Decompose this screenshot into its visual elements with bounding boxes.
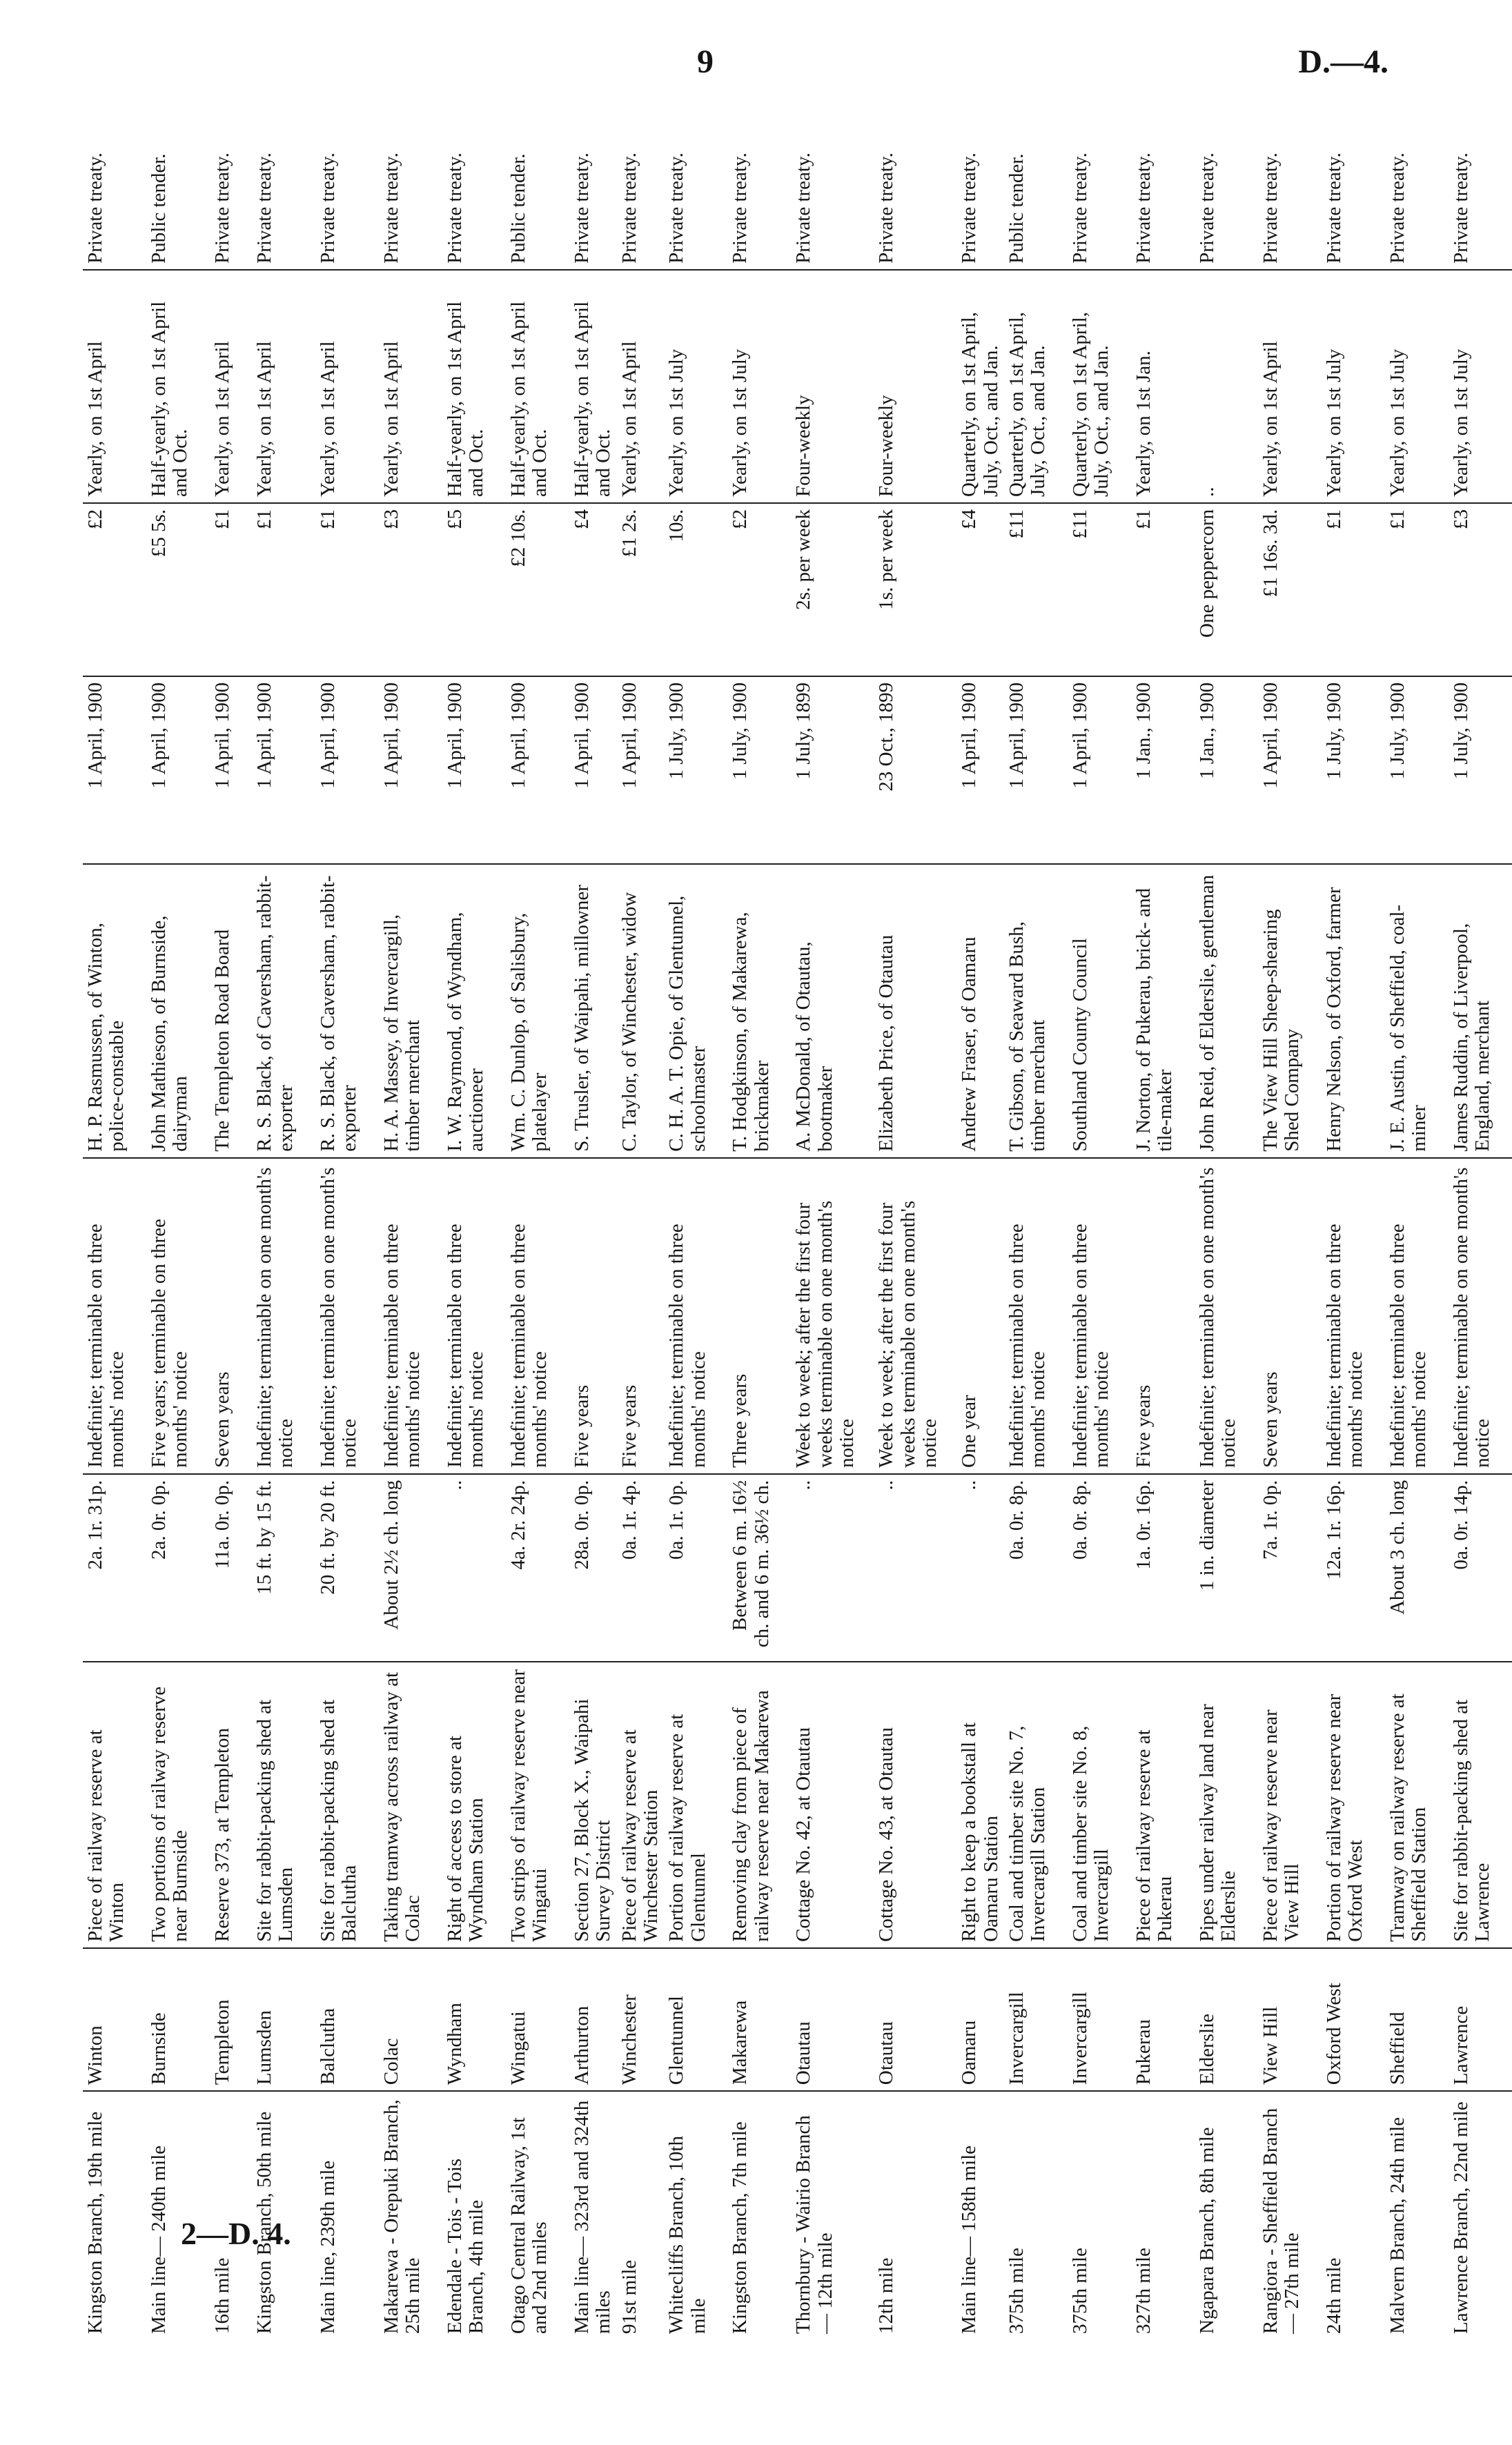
cell-lessee: H. A. Massey, of Invercargill, timber merchant xyxy=(379,864,442,1157)
table-row xyxy=(1131,97,1195,2339)
cell-place: Wingatui xyxy=(506,1948,569,2091)
cell-term: One year xyxy=(956,1158,1004,1474)
cell-desc: Site for rabbit-packing shed at Lawrence xyxy=(1449,1662,1512,1947)
cell-date: 1 Jan., 1900 xyxy=(1195,676,1258,865)
cell-area: 0a. 1r. 0p. xyxy=(664,1474,727,1662)
cell-desc: Piece of railway reserve at Pukerau xyxy=(1131,1662,1195,1947)
cell-date: 1 April, 1900 xyxy=(83,676,146,865)
cell-place: Invercargill xyxy=(1068,1948,1131,2091)
table-row xyxy=(874,97,956,2339)
cell-how: Private treaty. xyxy=(442,97,506,270)
cell-date: 1 July, 1900 xyxy=(1385,676,1449,865)
cell-payable: Quarterly, on 1st April, July, Oct., and Jan. xyxy=(1004,270,1068,503)
cell-payable: Yearly, on 1st Jan. xyxy=(1131,270,1195,503)
cell-how: Private treaty. xyxy=(1258,97,1322,270)
cell-payable: .. xyxy=(1195,270,1258,503)
cell-date: 23 Oct., 1899 xyxy=(874,676,956,865)
lease-table xyxy=(83,97,1512,2339)
cell-payable: Half-yearly, on 1st April and Oct. xyxy=(569,270,617,503)
cell-payable: Yearly, on 1st April xyxy=(379,270,442,503)
cell-lessee: The Templeton Road Board xyxy=(210,864,252,1157)
cell-line: Main line— 240th mile xyxy=(148,2145,170,2334)
cell-area: About 3 ch. long xyxy=(1385,1474,1449,1662)
cell-how: Public tender. xyxy=(506,97,569,270)
cell-desc: Taking tramway across railway at Colac xyxy=(379,1662,442,1947)
cell-date: 1 July, 1899 xyxy=(791,676,874,865)
cell-date: 1 July, 1900 xyxy=(664,676,727,865)
cell-place: Lumsden xyxy=(252,1948,315,2091)
cell-rent: 10s. xyxy=(664,503,727,676)
cell-term: Indefinite; terminable on three months' notice xyxy=(83,1158,146,1474)
cell-lessee: The View Hill Sheep-shearing Shed Company xyxy=(1258,864,1322,1157)
cell-desc: Portion of railway reserve at Glentunnel xyxy=(664,1662,727,1947)
cell-term: Indefinite; terminable on three months' notice xyxy=(442,1158,506,1474)
lease-table-rotated xyxy=(83,97,1494,2339)
cell-area: 2a. 1r. 31p. xyxy=(83,1474,146,1662)
cell-payable: Quarterly, on 1st April, July, Oct., and Jan. xyxy=(956,270,1004,503)
cell-area: 12a. 1r. 16p. xyxy=(1322,1474,1385,1662)
cell-lessee: S. Trusler, of Waipahi, millowner xyxy=(569,864,617,1157)
cell-lessee: John Reid, of Elderslie, gentleman xyxy=(1195,864,1258,1157)
cell-term: Indefinite; terminable on one month's notice xyxy=(1195,1158,1258,1474)
cell-payable: Yearly, on 1st April xyxy=(315,270,379,503)
cell-rent: £2 xyxy=(727,503,791,676)
cell-lessee: T. Hodgkinson, of Makarewa, brickmaker xyxy=(727,864,791,1157)
cell-desc: Piece of railway reserve at Winton xyxy=(83,1662,146,1947)
table-row xyxy=(379,97,442,2339)
cell-term: Indefinite; terminable on three months' notice xyxy=(664,1158,727,1474)
cell-rent: £11 xyxy=(1068,503,1131,676)
cell-place: Colac xyxy=(379,1948,442,2091)
table-row xyxy=(315,97,379,2339)
table-row xyxy=(1322,97,1385,2339)
cell-line: Kingston Branch, 19th mile xyxy=(84,2111,106,2334)
cell-payable: Quarterly, on 1st April, July, Oct., and Jan. xyxy=(1068,270,1131,503)
cell-how: Public tender. xyxy=(1004,97,1068,270)
cell-rent: £1 xyxy=(1131,503,1195,676)
cell-rent: £1 xyxy=(1322,503,1385,676)
cell-date: 1 April, 1900 xyxy=(315,676,379,865)
cell-place: Invercargill xyxy=(1004,1948,1068,2091)
table-row xyxy=(956,97,1004,2339)
cell-term: Five years xyxy=(1131,1158,1195,1474)
table-row xyxy=(1258,97,1322,2339)
lease-table-body xyxy=(83,97,1512,2339)
cell-rent: £2 10s. xyxy=(506,503,569,676)
cell-how: Private treaty. xyxy=(1068,97,1131,270)
table-row xyxy=(1449,97,1512,2339)
cell-date: 1 July, 1900 xyxy=(1449,676,1512,865)
cell-line: 91st mile xyxy=(618,2259,640,2334)
cell-date: 1 April, 1900 xyxy=(569,676,617,865)
table-row xyxy=(617,97,665,2339)
cell-place: Glentunnel xyxy=(664,1948,727,2091)
table-row xyxy=(791,97,874,2339)
table-row xyxy=(569,97,617,2339)
cell-lessee: J. E. Austin, of Sheffield, coal-miner xyxy=(1385,864,1449,1157)
cell-place: Arthurton xyxy=(569,1948,617,2091)
cell-term: Indefinite; terminable on one month's notice xyxy=(315,1158,379,1474)
cell-line: Whitecliffs Branch, 10th mile xyxy=(665,2136,709,2334)
table-row xyxy=(442,97,506,2339)
cell-place: Makarewa xyxy=(727,1948,791,2091)
document-reference: D.—4. xyxy=(1298,43,1388,80)
cell-rent: £1 xyxy=(210,503,252,676)
cell-term: Indefinite; terminable on three months' notice xyxy=(379,1158,442,1474)
cell-area: 0a. 0r. 8p. xyxy=(1068,1474,1131,1662)
cell-area: 15 ft. by 15 ft. xyxy=(252,1474,315,1662)
cell-area: 28a. 0r. 0p. xyxy=(569,1474,617,1662)
cell-how: Private treaty. xyxy=(315,97,379,270)
cell-date: 1 April, 1900 xyxy=(146,676,210,865)
table-row xyxy=(252,97,315,2339)
cell-lessee: I. W. Raymond, of Wyndham, auctioneer xyxy=(442,864,506,1157)
cell-area: .. xyxy=(791,1474,874,1662)
cell-date: 1 July, 1900 xyxy=(727,676,791,865)
cell-term: Indefinite; terminable on three months' notice xyxy=(1004,1158,1068,1474)
table-row xyxy=(83,97,146,2339)
cell-lessee: T. Gibson, of Seaward Bush, timber merchant xyxy=(1004,864,1068,1157)
cell-how: Private treaty. xyxy=(727,97,791,270)
cell-date: 1 April, 1900 xyxy=(956,676,1004,865)
table-row xyxy=(1004,97,1068,2339)
cell-term: Indefinite; terminable on three months' notice xyxy=(506,1158,569,1474)
cell-desc: Two strips of railway reserve near Wingatui xyxy=(506,1662,569,1947)
cell-desc: Coal and timber site No. 7, Invercargill Station xyxy=(1004,1662,1068,1947)
cell-how: Private treaty. xyxy=(83,97,146,270)
cell-line: Kingston Branch, 7th mile xyxy=(729,2121,752,2334)
cell-how: Private treaty. xyxy=(874,97,956,270)
cell-payable: Yearly, on 1st July xyxy=(664,270,727,503)
cell-line: Malvern Branch, 24th mile xyxy=(1386,2117,1408,2334)
cell-place: Burnside xyxy=(146,1948,210,2091)
cell-date: 1 July, 1900 xyxy=(1322,676,1385,865)
cell-payable: Yearly, on 1st July xyxy=(1385,270,1449,503)
cell-term: Seven years xyxy=(210,1158,252,1474)
cell-term: Week to week; after the first four weeks terminable on one month's notice xyxy=(791,1158,874,1474)
cell-date: 1 April, 1900 xyxy=(1068,676,1131,865)
cell-desc: Reserve 373, at Templeton xyxy=(210,1662,252,1947)
cell-place: Sheffield xyxy=(1385,1948,1449,2091)
cell-desc: Piece of railway reserve at Winchester Station xyxy=(617,1662,665,1947)
cell-desc: Coal and timber site No. 8, Invercargill xyxy=(1068,1662,1131,1947)
cell-lessee: Andrew Fraser, of Oamaru xyxy=(956,864,1004,1157)
cell-desc: Site for rabbit-packing shed at Lumsden xyxy=(252,1662,315,1947)
cell-rent: £1 16s. 3d. xyxy=(1258,503,1322,676)
cell-how: Private treaty. xyxy=(1449,97,1512,270)
cell-place: Oamaru xyxy=(956,1948,1004,2091)
cell-payable: Yearly, on 1st April xyxy=(83,270,146,503)
table-row xyxy=(1195,97,1258,2339)
cell-area: About 2½ ch. long xyxy=(379,1474,442,1662)
cell-area: 7a. 1r. 0p. xyxy=(1258,1474,1322,1662)
cell-lessee: A. McDonald, of Otautau, bootmaker xyxy=(791,864,874,1157)
cell-area: Between 6 m. 16½ ch. and 6 m. 36½ ch. xyxy=(727,1474,791,1662)
cell-desc: Pipes under railway land near Elderslie xyxy=(1195,1662,1258,1947)
cell-place: Oxford West xyxy=(1322,1948,1385,2091)
cell-area: 1 in. diameter xyxy=(1195,1474,1258,1662)
cell-term: Indefinite; terminable on one month's notice xyxy=(252,1158,315,1474)
cell-how: Private treaty. xyxy=(1195,97,1258,270)
cell-payable: Yearly, on 1st April xyxy=(252,270,315,503)
cell-place: Balclutha xyxy=(315,1948,379,2091)
cell-rent: £11 xyxy=(1004,503,1068,676)
cell-term: Five years; terminable on three months' notice xyxy=(146,1158,210,1474)
cell-desc: Right to keep a bookstall at Oamaru Station xyxy=(956,1662,1004,1947)
table-row xyxy=(210,97,252,2339)
cell-desc: Portion of railway reserve near Oxford West xyxy=(1322,1662,1385,1947)
cell-desc: Section 27, Block X., Waipahi Survey District xyxy=(569,1662,617,1947)
cell-term: Five years xyxy=(617,1158,665,1474)
cell-lessee: H. P. Rasmussen, of Winton, police-constable xyxy=(83,864,146,1157)
cell-lessee: J. Norton, of Pukerau, brick- and tile-maker xyxy=(1131,864,1195,1157)
cell-place: Otautau xyxy=(874,1948,956,2091)
cell-date: 1 April, 1900 xyxy=(210,676,252,865)
cell-payable: Four-weekly xyxy=(874,270,956,503)
cell-desc: Piece of railway reserve near View Hill xyxy=(1258,1662,1322,1947)
cell-line: Otago Central Railway, 1st and 2nd miles xyxy=(507,2117,551,2334)
cell-line: 24th mile xyxy=(1322,2257,1345,2334)
cell-desc: Cottage No. 42, at Otautau xyxy=(791,1662,874,1947)
cell-area: 11a. 0r. 0p. xyxy=(210,1474,252,1662)
cell-place: Elderslie xyxy=(1195,1948,1258,2091)
cell-lessee: R. S. Black, of Caversham, rabbit-exporter xyxy=(315,864,379,1157)
cell-desc: Cottage No. 43, at Otautau xyxy=(874,1662,956,1947)
cell-rent: £1 xyxy=(315,503,379,676)
cell-desc: Right of access to store at Wyndham Station xyxy=(442,1662,506,1947)
cell-rent: 2s. per week xyxy=(791,503,874,676)
cell-line: 375th mile xyxy=(1005,2248,1028,2334)
cell-rent: £5 5s. xyxy=(146,503,210,676)
cell-term: Seven years xyxy=(1258,1158,1322,1474)
cell-place: Wyndham xyxy=(442,1948,506,2091)
cell-line: Thornbury - Wairio Branch— 12th mile xyxy=(792,2115,836,2334)
cell-area: 20 ft. by 20 ft. xyxy=(315,1474,379,1662)
cell-place: Templeton xyxy=(210,1948,252,2091)
cell-date: 1 April, 1900 xyxy=(379,676,442,865)
cell-term: Indefinite; terminable on three months' notice xyxy=(1068,1158,1131,1474)
cell-rent: £1 xyxy=(1385,503,1449,676)
cell-payable: Four-weekly xyxy=(791,270,874,503)
cell-how: Private treaty. xyxy=(956,97,1004,270)
table-row xyxy=(1385,97,1449,2339)
cell-place: Winchester xyxy=(617,1948,665,2091)
table-row xyxy=(1068,97,1131,2339)
cell-rent: £4 xyxy=(569,503,617,676)
cell-place: Lawrence xyxy=(1449,1948,1512,2091)
cell-date: 1 April, 1900 xyxy=(252,676,315,865)
cell-date: 1 April, 1900 xyxy=(442,676,506,865)
cell-how: Private treaty. xyxy=(379,97,442,270)
cell-place: Pukerau xyxy=(1131,1948,1195,2091)
cell-lessee: Elizabeth Price, of Otautau xyxy=(874,864,956,1157)
cell-lessee: John Mathieson, of Burnside, dairyman xyxy=(146,864,210,1157)
cell-how: Private treaty. xyxy=(210,97,252,270)
cell-payable: Yearly, on 1st April xyxy=(1258,270,1322,503)
cell-term: Indefinite; terminable on three months' notice xyxy=(1322,1158,1385,1474)
cell-term: Indefinite; terminable on one month's notice xyxy=(1449,1158,1512,1474)
cell-area: .. xyxy=(874,1474,956,1662)
table-row xyxy=(727,97,791,2339)
cell-line: Lawrence Branch, 22nd mile xyxy=(1449,2101,1472,2334)
cell-term: Three years xyxy=(727,1158,791,1474)
cell-how: Private treaty. xyxy=(1322,97,1385,270)
cell-desc: Removing clay from piece of railway reserve near Makarewa xyxy=(727,1662,791,1947)
cell-desc: Two portions of railway reserve near Burnside xyxy=(146,1662,210,1947)
cell-date: 1 Jan., 1900 xyxy=(1131,676,1195,865)
cell-area: .. xyxy=(442,1474,506,1662)
cell-rent: £3 xyxy=(379,503,442,676)
cell-rent: £1 2s. xyxy=(617,503,665,676)
cell-date: 1 April, 1900 xyxy=(1004,676,1068,865)
cell-how: Private treaty. xyxy=(252,97,315,270)
cell-line: Main line— 323rd and 324th miles xyxy=(571,2100,615,2334)
cell-term: Five years xyxy=(569,1158,617,1474)
cell-line: Rangiora - Sheffield Branch— 27th mile xyxy=(1259,2108,1304,2334)
cell-payable: Yearly, on 1st April xyxy=(617,270,665,503)
cell-area: 2a. 0r. 0p. xyxy=(146,1474,210,1662)
cell-area: .. xyxy=(956,1474,1004,1662)
cell-rent: £5 xyxy=(442,503,506,676)
cell-line: 16th mile xyxy=(211,2257,233,2334)
cell-date: 1 April, 1900 xyxy=(1258,676,1322,865)
cell-line: 327th mile xyxy=(1132,2248,1155,2334)
cell-term: Indefinite; terminable on three months' notice xyxy=(1385,1158,1449,1474)
cell-place: View Hill xyxy=(1258,1948,1322,2091)
cell-desc: Site for rabbit-packing shed at Balclutha xyxy=(315,1662,379,1947)
cell-place: Otautau xyxy=(791,1948,874,2091)
cell-desc: Tramway on railway reserve at Sheffield Station xyxy=(1385,1662,1449,1947)
cell-lessee: Wm. C. Dunlop, of Salisbury, platelayer xyxy=(506,864,569,1157)
cell-rent: £1 xyxy=(252,503,315,676)
cell-how: Private treaty. xyxy=(664,97,727,270)
cell-how: Private treaty. xyxy=(791,97,874,270)
cell-lessee: James Ruddin, of Liverpool, England, merchant xyxy=(1449,864,1512,1157)
cell-line: 12th mile xyxy=(875,2257,898,2334)
cell-line: 375th mile xyxy=(1068,2248,1091,2334)
cell-area: 4a. 2r. 24p. xyxy=(506,1474,569,1662)
cell-lessee: Henry Nelson, of Oxford, farmer xyxy=(1322,864,1385,1157)
cell-how: Private treaty. xyxy=(617,97,665,270)
cell-line: Edendale - Tois - Tois Branch, 4th mile xyxy=(444,2158,488,2334)
cell-payable: Half-yearly, on 1st April and Oct. xyxy=(146,270,210,503)
cell-line: Makarewa - Orepuki Branch, 25th mile xyxy=(380,2099,424,2334)
cell-rent: 1s. per week xyxy=(874,503,956,676)
cell-area: 1a. 0r. 16p. xyxy=(1131,1474,1195,1662)
cell-payable: Half-yearly, on 1st April and Oct. xyxy=(442,270,506,503)
printer-signature: 2—D. 4. xyxy=(181,2216,291,2251)
cell-area: 0a. 1r. 4p. xyxy=(617,1474,665,1662)
cell-lessee: R. S. Black, of Caversham, rabbit-exporter xyxy=(252,864,315,1157)
cell-date: 1 April, 1900 xyxy=(506,676,569,865)
cell-payable: Yearly, on 1st July xyxy=(727,270,791,503)
cell-place: Winton xyxy=(83,1948,146,2091)
cell-payable: Yearly, on 1st July xyxy=(1322,270,1385,503)
cell-line: Kingston Branch, 50th mile xyxy=(253,2111,275,2334)
cell-date: 1 April, 1900 xyxy=(617,676,665,865)
cell-term: Week to week; after the first four weeks terminable on one month's notice xyxy=(874,1158,956,1474)
cell-rent: £4 xyxy=(956,503,1004,676)
cell-how: Private treaty. xyxy=(569,97,617,270)
cell-how: Private treaty. xyxy=(1385,97,1449,270)
cell-how: Private treaty. xyxy=(1131,97,1195,270)
cell-lessee: C. H. A. T. Opie, of Glentunnel, schoolmaster xyxy=(664,864,727,1157)
cell-payable: Half-yearly, on 1st April and Oct. xyxy=(506,270,569,503)
page-number: 9 xyxy=(697,43,714,80)
cell-area: 0a. 0r. 8p. xyxy=(1004,1474,1068,1662)
table-row xyxy=(664,97,727,2339)
cell-area: 0a. 0r. 14p. xyxy=(1449,1474,1512,1662)
table-row xyxy=(146,97,210,2339)
cell-line: Ngapara Branch, 8th mile xyxy=(1195,2127,1218,2334)
cell-lessee: C. Taylor, of Winchester, widow xyxy=(617,864,665,1157)
cell-rent: £3 xyxy=(1449,503,1512,676)
cell-line: Main line— 158th mile xyxy=(958,2145,981,2334)
cell-line: Main line, 239th mile xyxy=(317,2160,339,2334)
table-row xyxy=(506,97,569,2339)
cell-rent: One peppercorn xyxy=(1195,503,1258,676)
cell-payable: Yearly, on 1st April xyxy=(210,270,252,503)
cell-how: Public tender. xyxy=(146,97,210,270)
cell-payable: Yearly, on 1st July xyxy=(1449,270,1512,503)
cell-lessee: Southland County Council xyxy=(1068,864,1131,1157)
cell-rent: £2 xyxy=(83,503,146,676)
